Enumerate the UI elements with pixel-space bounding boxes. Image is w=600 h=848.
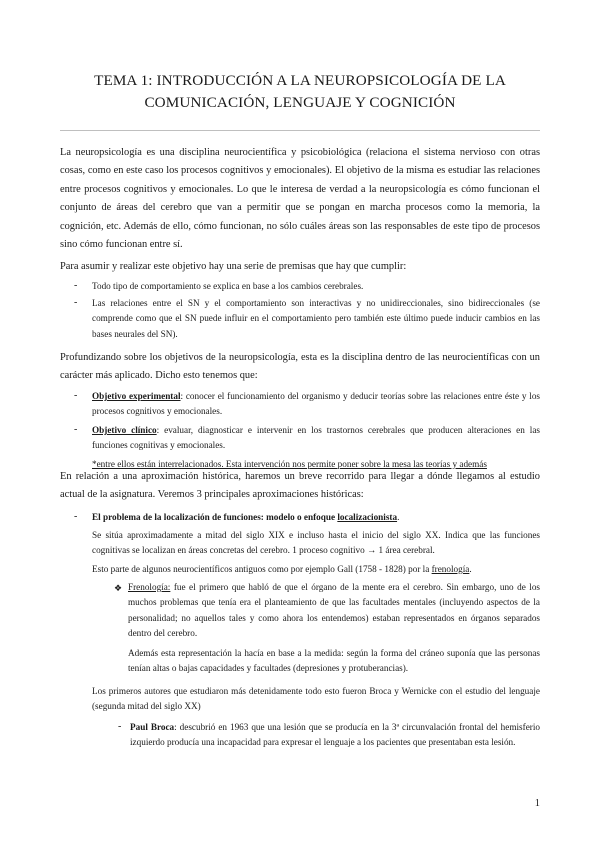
frenologia-paragraph-2: Además esta representación la hacía en base a la medida: según la forma del cráneo suponía que las personas tenían altas o bajas capacidades y facultades (depresiones y protuberancias).	[128, 648, 540, 674]
objective-text: : conocer el funcionamiento del organismo y deducir teorías sobre las relaciones entre éste y los procesos cognitivos y emocionales.	[92, 391, 540, 417]
broca-text: : descubrió en 1963 que una lesión que se producía en la 3ª circunvalación frontal del hemisferio izquierdo producía una incapacidad para expresar el lenguaje a los pacientes que presentaban esta lesión.	[130, 722, 540, 748]
title-line-2: COMUNICACIÓN, LENGUAJE Y COGNICIÓN	[144, 94, 456, 111]
approach-p2-start: Esto parte de algunos neurocientíficos antiguos como por ejemplo Gall (1758 - 1828) por la	[92, 564, 432, 574]
frenologia-link: frenología	[431, 564, 470, 574]
title-divider	[60, 130, 540, 131]
approach-paragraph-1: Se sitúa aproximadamente a mitad del siglo XIX e incluso hasta el inicio del siglo XX. Indica que las funciones cognitivas se localizan en áreas concretas del cerebro. 1 proceso cognitivo → 1 área cerebral.	[92, 530, 540, 556]
premise-item: Todo tipo de comportamiento se explica en base a los cambios cerebrales.	[92, 281, 364, 291]
broca-label: Paul Broca	[130, 722, 175, 732]
objective-item	[92, 423, 540, 454]
bullet-dash: -	[74, 390, 78, 401]
historical-intro: En relación a una aproximación histórica, haremos un breve recorrido para llegar a dónde llegamos al estudio actual de la asignatura. Veremos 3 principales aproximaciones históricas:	[60, 471, 540, 501]
objective-text: : evaluar, diagnosticar e intervenir en los trastornos cerebrales que producen alteraciones en las funciones cognitivas y emocionales.	[92, 425, 540, 451]
first-authors-paragraph: Los primeros autores que estudiaron más detenidamente todo esto fueron Broca y Wernicke con el estudio del lenguaje (segunda mitad del siglo XX)	[92, 686, 540, 712]
objective-label: Objetivo clínico	[92, 425, 157, 435]
bullet-dash: -	[74, 424, 78, 435]
approach-paragraph-2	[92, 562, 540, 577]
approach-heading-underlined: localizacionista	[337, 512, 398, 522]
bullet-dash: -	[74, 511, 78, 522]
frenologia-paragraph	[128, 580, 540, 641]
broca-item	[130, 720, 540, 751]
objectives-intro: Profundizando sobre los objetivos de la neuropsicología, esta es la disciplina dentro de las neurocientíficas con un carácter más aplicado. Dicho esto tenemos que:	[60, 352, 540, 382]
document-title	[60, 70, 540, 114]
frenologia-text: fue el primero que habló de que el órgano de la mente era el cerebro. Sin embargo, uno de los muchos problemas que tenía era el planteamiento de que las facultades mentales (incluyendo aspectos de la personalidad; no aquellos tales y como ahora los entendemos) estaban representados en órganos separados dentro del cerebro.	[128, 582, 540, 638]
objectives-note: *entre ellos están interrelacionados. Esta intervención nos permite poner sobre la mesa las teorías y además	[92, 459, 487, 469]
objective-item	[92, 389, 540, 420]
title-line-1: TEMA 1: INTRODUCCIÓN A LA NEUROPSICOLOGÍA DE LA	[94, 72, 506, 89]
frenologia-label: Frenología:	[128, 582, 171, 592]
bullet-dash: -	[74, 280, 78, 291]
bullet-dash: -	[118, 721, 122, 732]
approach-heading-bold: El problema de la localización de funciones: modelo o enfoque	[92, 512, 338, 522]
premises-intro: Para asumir y realizar este objetivo hay una serie de premisas que hay que cumplir:	[60, 261, 407, 272]
intro-paragraph: La neuropsicología es una disciplina neurocientífica y psicobiológica (relaciona el sistema nervioso con otras cosas, como en este caso los procesos cognitivos y emocionales). El objetivo de la misma es estudiar las relaciones entre procesos cognitivos y emocionales. Lo que le interesa de verdad a la neuropsicología es cómo funcionan el conjunto de áreas del cerebro que van a permitir que se pongan en marcha procesos como la memoria, la cognición, etc. Además de ello, cómo funcionan, no sólo cuáles áreas son las responsables de este tipo de procesos sino cómo funcionan entre sí.	[60, 147, 540, 251]
bullet-dash: -	[74, 297, 78, 308]
approach-p2-end: .	[469, 564, 472, 574]
approach-heading-end: .	[397, 512, 400, 522]
page-number: 1	[534, 798, 540, 809]
diamond-bullet-icon: ❖	[114, 583, 123, 593]
premise-item: Las relaciones entre el SN y el comportamiento son interactivas y no unidireccionales, sino bidireccionales (se comprende como que el SN puede influir en el comportamiento pero también este último puede inducir cambios en las bases neurales del SN).	[92, 298, 540, 339]
approach-heading	[92, 510, 540, 525]
objective-label: Objetivo experimental	[92, 391, 181, 401]
